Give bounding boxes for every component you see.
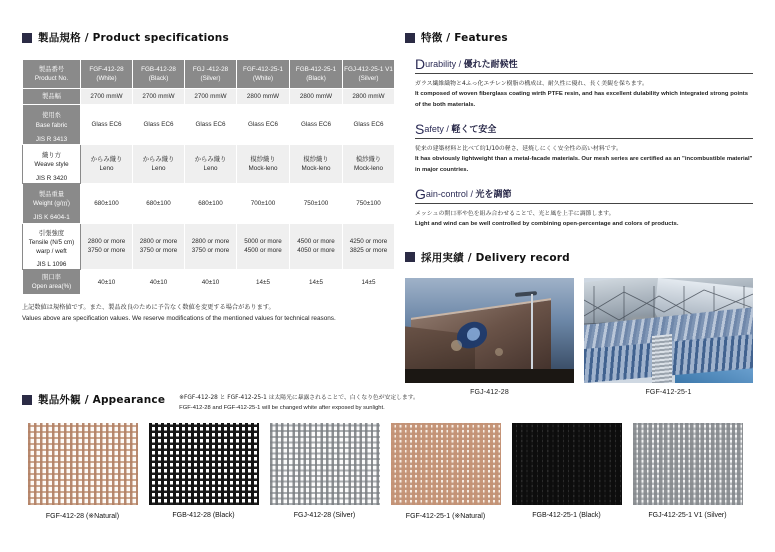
specifications-section bbox=[22, 30, 394, 325]
section-marker-icon bbox=[22, 395, 32, 405]
appearance-swatch-row bbox=[22, 423, 753, 520]
section-marker-icon bbox=[405, 252, 415, 262]
cell-width-1: 2700 mmW bbox=[133, 89, 185, 105]
column-color-0: (White) bbox=[96, 75, 117, 83]
swatch-caption-0: FGF-412-28 (※Natural) bbox=[45, 513, 120, 521]
header-label-cell bbox=[23, 60, 81, 89]
column-color-5: (Silver) bbox=[358, 75, 379, 83]
cell-weave-ja-1: からみ織り bbox=[142, 155, 175, 163]
table-row-open-area bbox=[23, 270, 395, 295]
cell-weave-1 bbox=[133, 144, 185, 183]
facade-photo bbox=[405, 278, 574, 383]
row-label-weave-en: Weave style bbox=[34, 160, 69, 168]
features-and-delivery-column bbox=[405, 30, 753, 396]
cell-tensile-warp-2: 2800 or more bbox=[191, 238, 230, 246]
cell-weave-en-0: Leno bbox=[99, 164, 114, 172]
column-header-3 bbox=[237, 60, 290, 89]
cell-base-4: Glass EC6 bbox=[290, 105, 343, 144]
column-code-1: FGB-412-28 bbox=[141, 66, 176, 73]
feature-gain-control-title-rest: ain-control bbox=[425, 188, 468, 199]
cell-width-2: 2700 mmW bbox=[185, 89, 237, 105]
cell-weave-ja-2: からみ織り bbox=[194, 155, 227, 163]
cell-open-2: 40±10 bbox=[185, 270, 237, 295]
feature-durability-capital: D bbox=[415, 56, 426, 72]
swatch-caption-1: FGB-412-28 (Black) bbox=[172, 512, 235, 520]
appearance-heading-label: 製品外観 / Appearance bbox=[38, 394, 166, 406]
feature-safety-title-rest: afety bbox=[424, 123, 444, 134]
photo-stairs bbox=[652, 334, 672, 383]
feature-gain-control-capital: G bbox=[415, 185, 426, 202]
row-label-base-fabric-ja: 使用糸 bbox=[42, 112, 61, 120]
feature-durability-body-ja: ガラス繊維織物と4ふっ化エチレン樹脂の構成は、耐久性に優れ、長く美観を保ちます。 bbox=[415, 81, 648, 87]
feature-safety-capital: S bbox=[415, 120, 425, 137]
appearance-section-heading bbox=[22, 392, 165, 407]
appearance-note bbox=[179, 392, 419, 413]
table-row-width bbox=[23, 89, 395, 105]
cell-tensile-2 bbox=[185, 223, 237, 270]
cell-weave-en-3: Mock-leno bbox=[248, 164, 278, 172]
column-header-5 bbox=[343, 60, 395, 89]
cell-base-3: Glass EC6 bbox=[237, 105, 290, 144]
table-row-weight bbox=[23, 184, 395, 223]
cell-tensile-0 bbox=[81, 223, 133, 270]
mesh-swatch-fgf-412-25-1 bbox=[391, 423, 501, 505]
feature-safety-body-en: It has obviously lightweight than a metal-facade materials. Our mesh series are certified as an "incombustible material" in major countries. bbox=[415, 156, 753, 173]
feature-gain-control-body-en: Light and wind can be well controlled by combining open-percentage and colors of products. bbox=[415, 221, 679, 228]
cell-tensile-4 bbox=[290, 223, 343, 270]
spec-footnote-en: Values above are specification values. We reserve modifications of the mentioned values for technical reasons. bbox=[22, 314, 336, 322]
swatch-caption-2: FGJ-412-28 (Silver) bbox=[293, 512, 356, 520]
row-label-open-area bbox=[23, 270, 81, 295]
cell-tensile-warp-5: 4250 or more bbox=[349, 238, 388, 246]
spec-footnote-ja: 上記数値は規格値です。また、製品改良のために予告なく数値を変更する場合があります。 bbox=[22, 304, 275, 312]
cell-open-5: 14±5 bbox=[343, 270, 395, 295]
row-label-base-fabric-en: Base fabric bbox=[35, 121, 68, 129]
column-color-2: (Silver) bbox=[200, 75, 221, 83]
row-label-width-ja: 製品幅 bbox=[42, 93, 61, 101]
delivery-record-section bbox=[405, 250, 753, 396]
cell-base-5: Glass EC6 bbox=[343, 105, 395, 144]
delivery-photo-item-1 bbox=[584, 278, 753, 396]
cell-weave-ja-4: 模紗織り bbox=[303, 155, 329, 163]
column-color-3: (White) bbox=[252, 75, 274, 83]
row-label-weave bbox=[23, 144, 81, 183]
swatch-item-1 bbox=[143, 423, 264, 520]
photo-ground bbox=[405, 369, 574, 383]
column-code-2: FGJ -412-28 bbox=[192, 66, 229, 73]
feature-gain-control-title: Gain-control / 光を調節 bbox=[415, 187, 753, 204]
appearance-section bbox=[22, 392, 753, 520]
feature-durability-title-rest: urability bbox=[425, 59, 457, 69]
cell-tensile-weft-0: 3750 or more bbox=[87, 247, 126, 255]
column-header-4 bbox=[290, 60, 343, 89]
row-label-tensile-ja: 引張強度 bbox=[38, 229, 65, 237]
column-code-3: FGF-412-25-1 bbox=[243, 66, 283, 73]
mesh-swatch-fgj-412-28 bbox=[270, 423, 380, 505]
appearance-note-en: FGF-412-28 and FGF-412-25-1 will be changed white after exposed by sunlight. bbox=[179, 405, 385, 412]
mesh-swatch-fgb-412-25-1 bbox=[512, 423, 622, 505]
column-header-2 bbox=[185, 60, 237, 89]
swatch-item-4 bbox=[506, 423, 627, 520]
row-label-tensile bbox=[23, 223, 81, 270]
cell-tensile-weft-1: 3750 or more bbox=[139, 247, 178, 255]
spec-heading-label: 製品規格 / Product specifications bbox=[38, 32, 229, 44]
cell-weight-2: 680±100 bbox=[185, 184, 237, 223]
cell-weight-0: 680±100 bbox=[81, 184, 133, 223]
table-row-weave bbox=[23, 144, 395, 183]
feature-durability-title: Durability / 優れた耐候性 bbox=[415, 57, 753, 74]
swatch-item-3 bbox=[385, 423, 506, 520]
appearance-header-row bbox=[22, 392, 753, 413]
swatch-caption-5: FGJ-412-25-1 V1 (Silver) bbox=[648, 512, 727, 520]
jis-badge-l1096: JIS L 1096 bbox=[36, 260, 67, 268]
cell-tensile-weft-4: 4050 or more bbox=[297, 247, 335, 255]
cell-open-1: 40±10 bbox=[133, 270, 185, 295]
cell-tensile-weft-2: 3750 or more bbox=[191, 247, 230, 255]
feature-durability-title-ja: 優れた耐候性 bbox=[463, 60, 518, 70]
cell-tensile-warp-4: 4500 or more bbox=[297, 238, 335, 246]
cell-tensile-warp-0: 2800 or more bbox=[87, 238, 126, 246]
features-heading-label: 特徴 / Features bbox=[421, 32, 508, 44]
feature-gain-control-body-ja: メッシュの開口率や色を組み合わせることで、光と風を上手に調節します。 bbox=[415, 210, 615, 217]
cell-weight-3: 700±100 bbox=[237, 184, 290, 223]
feature-safety bbox=[405, 122, 753, 175]
cell-width-5: 2800 mmW bbox=[343, 89, 395, 105]
row-label-open-area-ja: 開口率 bbox=[42, 274, 61, 281]
mesh-swatch-fgj-412-25-1-v1 bbox=[633, 423, 743, 505]
mesh-swatch-fgf-412-28 bbox=[28, 423, 138, 505]
table-row-base-fabric bbox=[23, 105, 395, 144]
delivery-section-heading bbox=[405, 250, 753, 265]
feature-gain-control-title-ja: 光を調節 bbox=[475, 189, 512, 200]
feature-safety-title-ja: 軽くて安全 bbox=[451, 124, 497, 135]
header-label-en: Product No. bbox=[34, 75, 69, 83]
row-label-weight-ja: 製品重量 bbox=[38, 191, 65, 199]
cell-tensile-weft-3: 4500 or more bbox=[244, 247, 282, 255]
cell-weight-1: 680±100 bbox=[133, 184, 185, 223]
row-label-tensile-en: Tensile (N/5 cm) bbox=[28, 238, 75, 246]
column-color-1: (Black) bbox=[148, 75, 169, 83]
cell-weave-en-4: Mock-leno bbox=[301, 164, 331, 172]
cell-base-0: Glass EC6 bbox=[81, 105, 133, 144]
cell-base-2: Glass EC6 bbox=[185, 105, 237, 144]
cell-weave-en-1: Leno bbox=[151, 164, 166, 172]
cell-weight-5: 750±100 bbox=[343, 184, 395, 223]
cell-weave-ja-3: 模紗織り bbox=[250, 155, 276, 163]
feature-gain-control-body bbox=[415, 209, 753, 230]
cell-width-0: 2700 mmW bbox=[81, 89, 133, 105]
row-label-tensile-en2: warp / weft bbox=[36, 247, 67, 255]
row-label-weight-en: Weight (g/㎡) bbox=[33, 200, 70, 208]
swatch-item-2 bbox=[264, 423, 385, 520]
table-row-tensile bbox=[23, 223, 395, 270]
delivery-heading-label: 採用実績 / Delivery record bbox=[421, 251, 570, 264]
row-label-weave-ja: 織り方 bbox=[42, 151, 61, 159]
column-color-4: (Black) bbox=[306, 75, 326, 83]
row-label-weight bbox=[23, 184, 81, 223]
cell-weave-ja-5: 模紗織り bbox=[355, 155, 382, 163]
cell-base-1: Glass EC6 bbox=[133, 105, 185, 144]
cell-open-4: 14±5 bbox=[290, 270, 343, 295]
row-label-width bbox=[23, 89, 81, 105]
feature-durability-body-en: It composed of woven fiberglass coating wirth PTFE resin, and has excellent dulability which integrated strong points of the both materials. bbox=[415, 91, 749, 108]
delivery-photo-item-0 bbox=[405, 278, 574, 396]
swatch-caption-3: FGF-412-25-1 (※Natural) bbox=[405, 513, 486, 521]
feature-durability bbox=[405, 57, 753, 110]
cell-tensile-1 bbox=[133, 223, 185, 270]
cell-tensile-warp-3: 5000 or more bbox=[244, 238, 282, 246]
swatch-item-0 bbox=[22, 423, 143, 520]
cell-tensile-5 bbox=[343, 223, 395, 270]
column-header-1 bbox=[133, 60, 185, 89]
cell-width-3: 2800 mmW bbox=[237, 89, 290, 105]
cell-weave-en-5: Mock-leno bbox=[353, 164, 384, 172]
cell-weave-4 bbox=[290, 144, 343, 183]
feature-gain-control bbox=[405, 187, 753, 230]
swatch-caption-4: FGB-412-25-1 (Black) bbox=[532, 512, 601, 520]
feature-safety-title: Safety / 軽くて安全 bbox=[415, 122, 753, 139]
header-label-ja: 製品番号 bbox=[38, 66, 65, 73]
cell-weave-3 bbox=[237, 144, 290, 183]
spec-footnote bbox=[22, 303, 394, 324]
cell-tensile-3 bbox=[237, 223, 290, 270]
cell-width-4: 2800 mmW bbox=[290, 89, 343, 105]
photo-lens-flare-1 bbox=[451, 340, 462, 351]
feature-durability-body bbox=[415, 79, 753, 110]
cell-open-3: 14±5 bbox=[237, 270, 290, 295]
mesh-swatch-fgb-412-28 bbox=[149, 423, 259, 505]
cell-weave-en-2: Leno bbox=[203, 164, 218, 172]
cell-tensile-warp-1: 2800 or more bbox=[139, 238, 178, 246]
cell-weight-4: 750±100 bbox=[290, 184, 343, 223]
product-specifications-table bbox=[22, 59, 395, 295]
delivery-photo-row bbox=[405, 278, 753, 396]
stadium-photo bbox=[584, 278, 753, 383]
delivery-photo-caption-1: FGF-412-25-1 bbox=[645, 388, 692, 396]
cell-weave-ja-0: からみ織り bbox=[90, 155, 123, 163]
row-label-open-area-en: Open area(%) bbox=[31, 283, 72, 291]
column-code-4: FGB-412-25-1 bbox=[295, 66, 337, 73]
delivery-photo-caption-0: FGJ-412-28 bbox=[470, 388, 509, 396]
appearance-note-ja: ※FGF-412-28 と FGF-412-25-1 は太陽光に暴露されることで、白くなり色が安定します。 bbox=[179, 395, 419, 401]
column-code-5: FGJ-412-25-1 V1 bbox=[344, 66, 393, 73]
table-header-row bbox=[23, 60, 395, 89]
spec-section-heading bbox=[22, 30, 394, 45]
cell-weave-2 bbox=[185, 144, 237, 183]
row-label-base-fabric bbox=[23, 105, 81, 144]
feature-safety-body-ja: 従来の建築材料と比べて約1/10の軽さ、延焼しにくく安全性の高い材料です。 bbox=[415, 145, 622, 152]
section-marker-icon bbox=[405, 33, 415, 43]
cell-weave-0 bbox=[81, 144, 133, 183]
jis-badge-r3413: JIS R 3413 bbox=[35, 135, 68, 143]
cell-tensile-weft-5: 3825 or more bbox=[349, 247, 388, 255]
jis-badge-k6404: JIS K 6404-1 bbox=[33, 214, 70, 222]
column-code-0: FGF-412-28 bbox=[89, 66, 124, 73]
cell-open-0: 40±10 bbox=[81, 270, 133, 295]
cell-weave-5 bbox=[343, 144, 395, 183]
photo-lens-flare-2 bbox=[495, 348, 503, 356]
swatch-item-5 bbox=[627, 423, 748, 520]
column-header-0 bbox=[81, 60, 133, 89]
feature-safety-body bbox=[415, 144, 753, 175]
jis-badge-r3420: JIS R 3420 bbox=[35, 175, 68, 182]
section-marker-icon bbox=[22, 33, 32, 43]
features-section-heading bbox=[405, 30, 753, 45]
